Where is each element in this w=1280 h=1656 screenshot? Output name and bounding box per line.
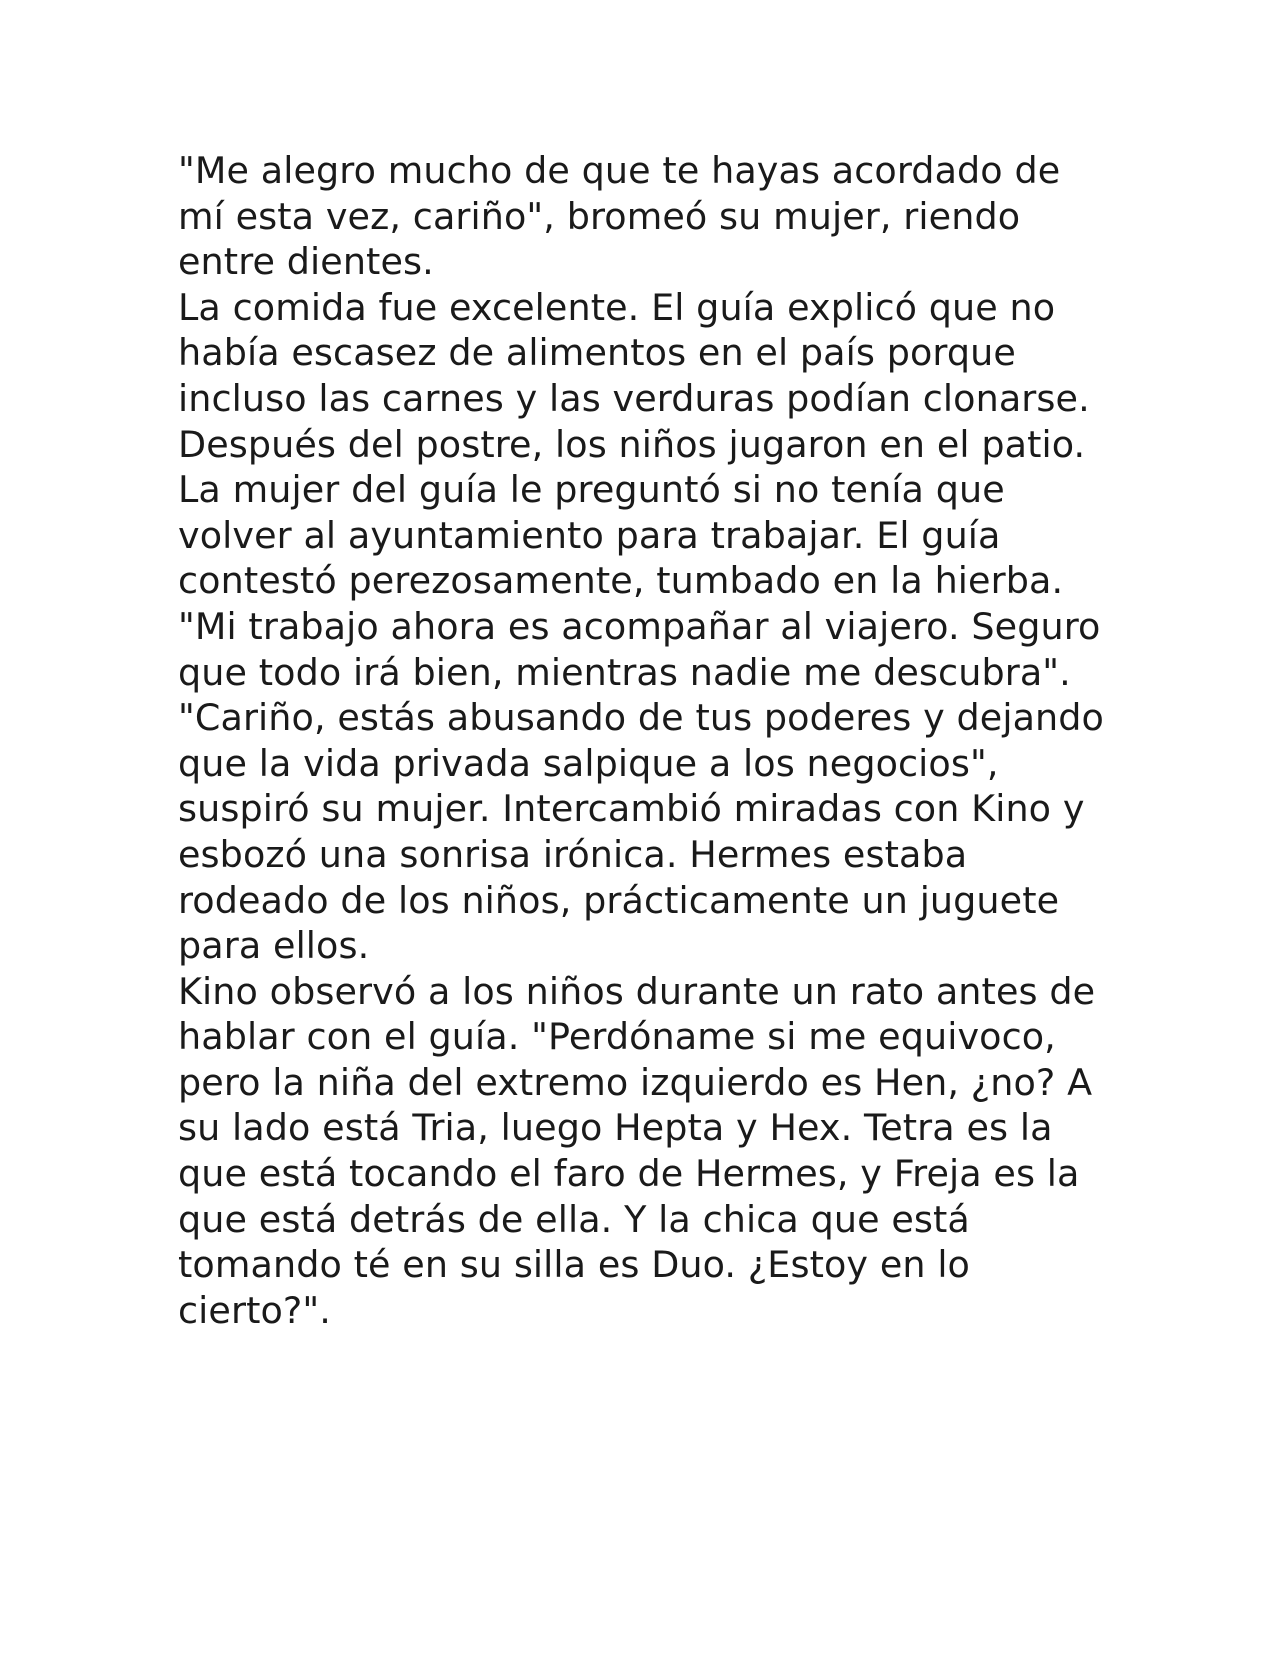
paragraph-3: Después del postre, los niños jugaron en el patio. La mujer del guía le preguntó si no tenía que volver al ayuntamiento para trabajar. El guía contestó perezosamente, tumbado en la hierba. "Mi trabajo ahora es acompañar al viajero. Seguro que todo irá bien, mientras nadie me descubra". [178, 422, 1101, 694]
body-text [178, 148, 1108, 1333]
paragraph-2: La comida fue excelente. El guía explicó que no había escasez de alimentos en el país porque incluso las carnes y las verduras podían clonarse. [178, 285, 1090, 420]
paragraph-5: Kino observó a los niños durante un rato antes de hablar con el guía. "Perdóname si me equivoco, pero la niña del extremo izquierdo es Hen, ¿no? A su lado está Tria, luego Hepta y Hex. Tetra es la que está tocando el faro de Hermes, y Freja es la que está detrás de ella. Y la chica que está tomando té en su silla es Duo. ¿Estoy en lo cierto?". [178, 969, 1096, 1332]
paragraph-4: "Cariño, estás abusando de tus poderes y dejando que la vida privada salpique a los negocios", suspiró su mujer. Intercambió miradas con Kino y esbozó una sonrisa irónica. Hermes estaba rodeado de los niños, prácticamente un juguete para ellos. [178, 696, 1104, 968]
paragraph-1: "Me alegro mucho de que te hayas acordado de mí esta vez, cariño", bromeó su mujer, riendo entre dientes. [178, 149, 1061, 284]
